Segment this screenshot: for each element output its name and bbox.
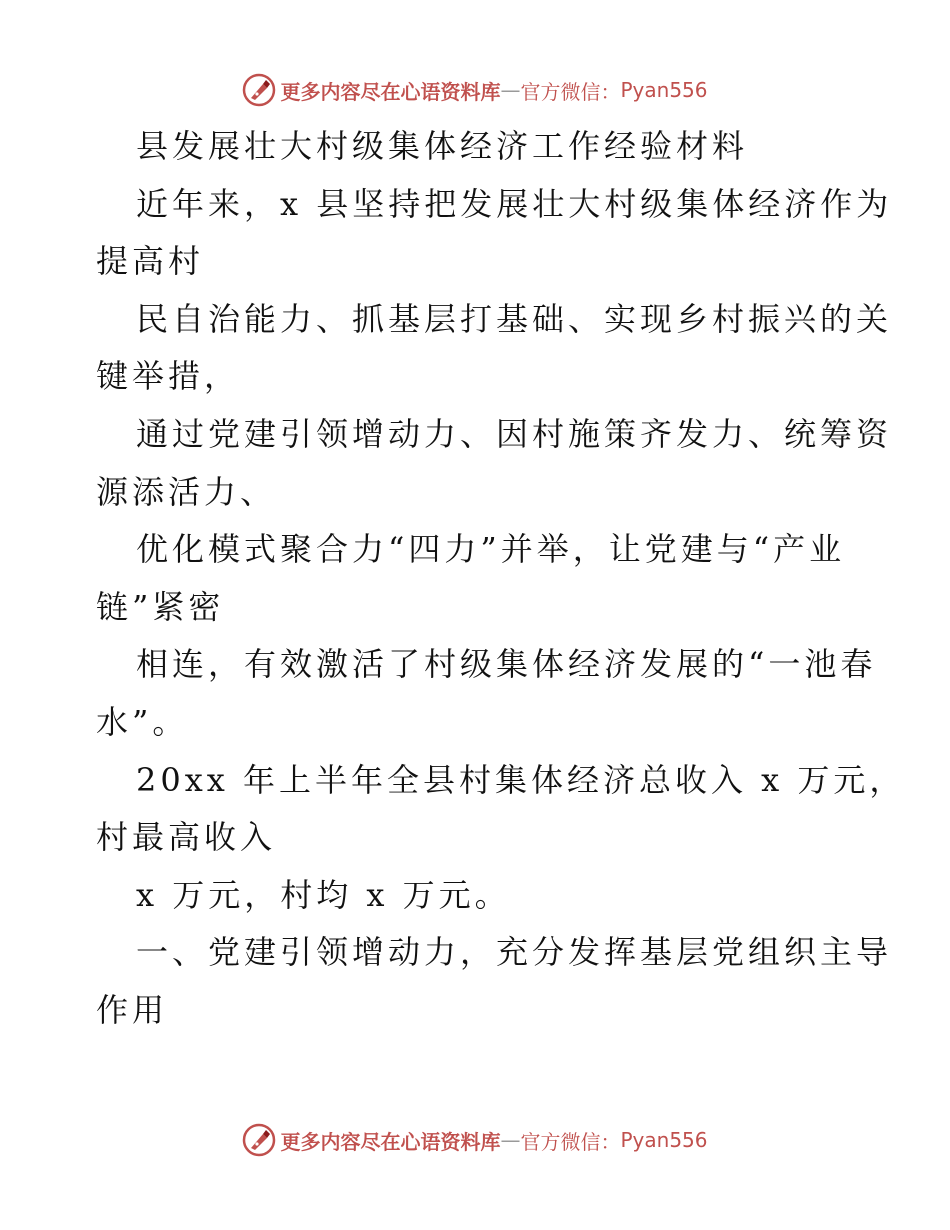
paragraph-line: 通过党建引领增动力、因村施策齐发力、统筹资 xyxy=(136,414,893,453)
banner-dash: — xyxy=(500,78,521,102)
banner-wechat-label: 官方微信： xyxy=(520,1129,621,1154)
banner-wechat-label: 官方微信： xyxy=(520,79,621,104)
paragraph-line: 链”紧密 xyxy=(96,587,225,626)
paragraph-line: 村最高收入 xyxy=(96,818,277,857)
banner-dash: — xyxy=(500,1128,521,1152)
banner-wechat-id: Pyan556 xyxy=(620,1128,708,1152)
paragraph-line: x 万元，村均 x 万元。 xyxy=(136,875,511,914)
paragraph-line: 优化模式聚合力“四力”并举，让党建与“产业 xyxy=(136,530,846,569)
paragraph-line: 提高村 xyxy=(96,242,205,281)
paragraph-line: 源添活力、 xyxy=(96,472,277,511)
banner-site-text: 更多内容尽在心语资料库 xyxy=(280,79,501,104)
banner-wechat-id: Pyan556 xyxy=(620,78,708,102)
pen-nib-logo-icon xyxy=(242,73,276,107)
paragraph-line: 键举措， xyxy=(96,357,241,396)
paragraph-line: 相连，有效激活了村级集体经济发展的“一池春 xyxy=(136,645,877,684)
paragraph-line: 20xx 年上半年全县村集体经济总收入 x 万元， xyxy=(136,760,906,799)
paragraph-line: 水”。 xyxy=(96,702,189,741)
document-title: 县发展壮大村级集体经济工作经验材料 xyxy=(136,127,749,165)
footer-banner xyxy=(0,1120,950,1160)
paragraph-line: 近年来，x 县坚持把发展壮大村级集体经济作为 xyxy=(136,184,893,223)
section-heading-continuation: 作用 xyxy=(96,990,169,1029)
document-body xyxy=(96,118,906,1040)
banner-site-text: 更多内容尽在心语资料库 xyxy=(280,1129,501,1154)
header-banner xyxy=(0,70,950,110)
paragraph-line: 民自治能力、抓基层打基础、实现乡村振兴的关 xyxy=(136,299,893,338)
section-heading: 一、党建引领增动力，充分发挥基层党组织主导 xyxy=(136,933,893,972)
pen-nib-logo-icon xyxy=(242,1123,276,1157)
